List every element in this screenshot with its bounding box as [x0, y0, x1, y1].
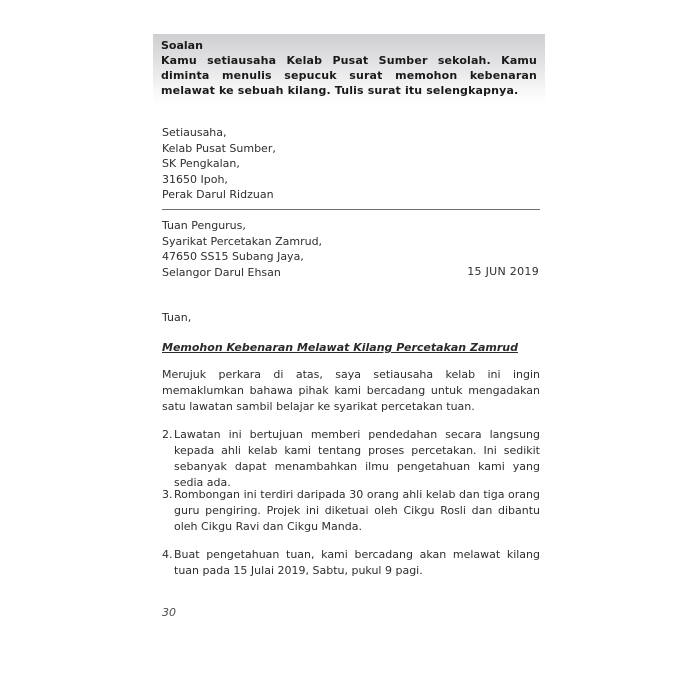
sender-line: SK Pengkalan, [162, 157, 240, 170]
letter-subject: Memohon Kebenaran Melawat Kilang Percetakan Zamrud [162, 341, 518, 354]
sender-line: Perak Darul Ridzuan [162, 188, 274, 201]
page-number: 30 [162, 606, 176, 619]
paragraph-text: Buat pengetahuan tuan, kami bercadang akan melawat kilang tuan pada 15 Julai 2019, Sabtu, pukul 9 pagi. [174, 548, 540, 577]
recipient-line: Selangor Darul Ehsan [162, 265, 281, 279]
paragraph-number: 4. [162, 548, 173, 561]
numbered-paragraph [162, 547, 540, 579]
numbered-paragraph [162, 487, 540, 535]
question-title: Soalan [161, 39, 203, 52]
sender-line: Setiausaha, [162, 126, 227, 139]
paragraph-number: 2. [162, 428, 173, 441]
opening-paragraph: Merujuk perkara di atas, saya setiausaha kelab ini ingin memaklumkan bahawa pihak kami bercadang untuk mengadakan satu lawatan sambil belajar ke syarikat percetakan tuan. [162, 368, 540, 413]
recipient-line: Tuan Pengurus, [162, 219, 246, 232]
sender-line: 31650 Ipoh, [162, 172, 228, 186]
recipient-line: Syarikat Percetakan Zamrud, [162, 234, 323, 248]
paragraph-text: Rombongan ini terdiri daripada 30 orang ahli kelab dan tiga orang guru pengiring. Projek ini diketuai oleh Cikgu Rosli dan dibantu oleh Cikgu Ravi dan Cikgu Manda. [174, 488, 540, 533]
sender-address [162, 125, 276, 203]
sender-line: Kelab Pusat Sumber, [162, 141, 276, 155]
question-box [153, 34, 545, 104]
question-text: Kamu setiausaha Kelab Pusat Sumber sekolah. Kamu diminta menulis sepucuk surat memohon kebenaran melawat ke sebuah kilang. Tulis surat itu selengkapnya. [161, 54, 537, 97]
numbered-paragraph [162, 427, 540, 491]
paragraph-number: 3. [162, 488, 173, 501]
paragraph-text: Lawatan ini bertujuan memberi pendedahan secara langsung kepada ahli kelab kami tentang proses percetakan. Ini sedikit sebanyak dapat menambahkan ilmu pengetahuan kami yang sedia ada. [174, 428, 540, 489]
address-divider [162, 209, 540, 210]
recipient-line: 47650 SS15 Subang Jaya, [162, 250, 304, 263]
salutation: Tuan, [162, 311, 192, 324]
recipient-address [162, 218, 322, 280]
letter-date: 15 JUN 2019 [467, 265, 539, 278]
